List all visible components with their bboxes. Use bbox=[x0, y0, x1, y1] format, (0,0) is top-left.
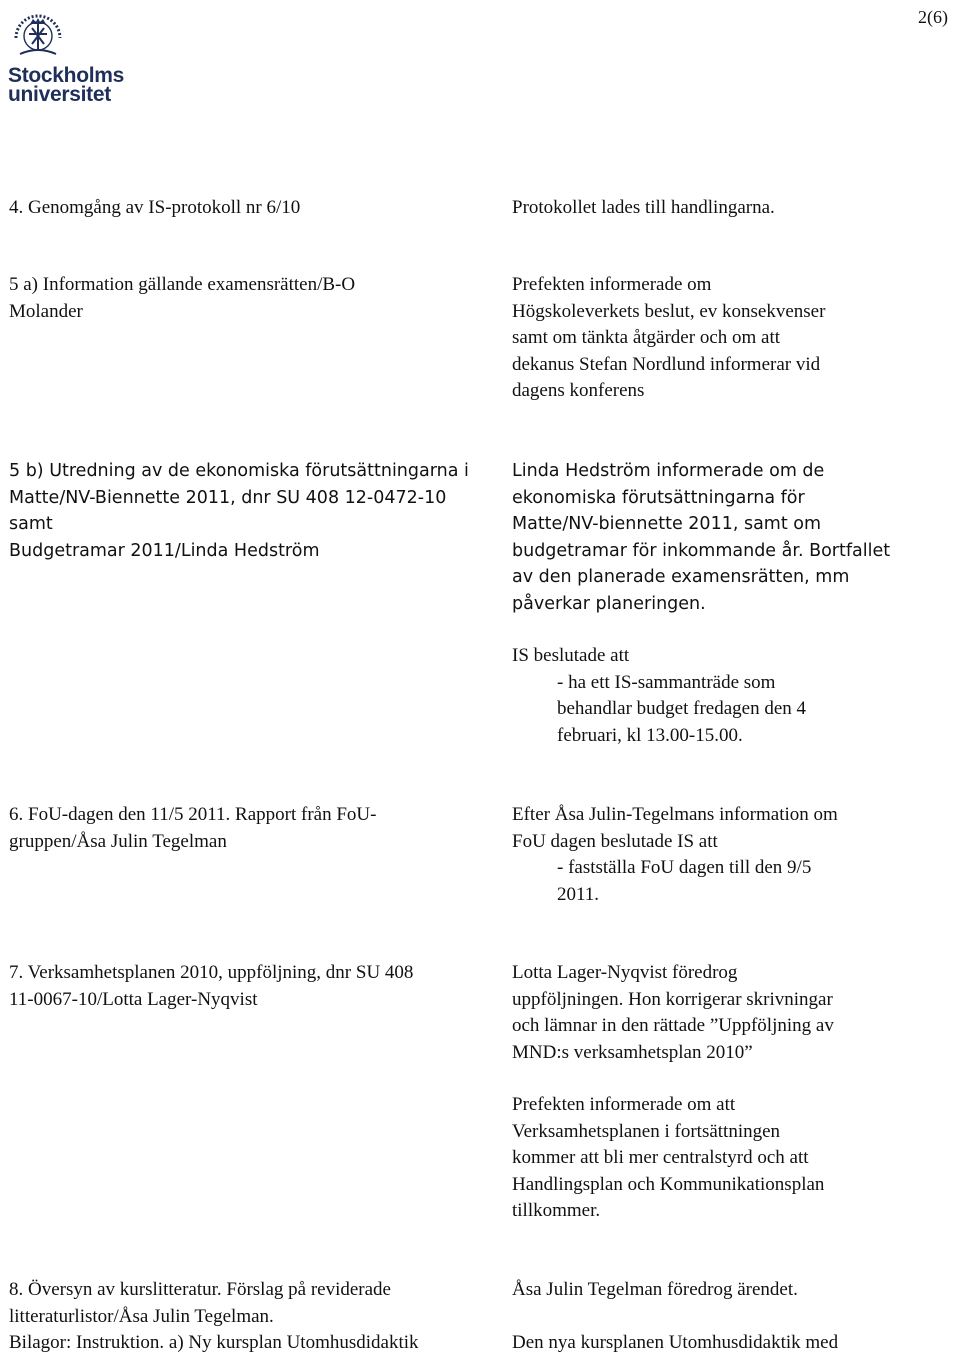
text-line: Bilagor: Instruktion. a) Ny kursplan Utomhusdidaktik bbox=[9, 1332, 419, 1353]
agenda-item-7-title bbox=[9, 960, 499, 1013]
text-line: Protokollet lades till handlingarna. bbox=[512, 197, 775, 218]
agenda-item-8-title bbox=[9, 1277, 499, 1357]
logo-text-line2: universitet bbox=[8, 83, 111, 106]
text-line: 6. FoU-dagen den 11/5 2011. Rapport från FoU- bbox=[9, 804, 377, 825]
text-line: tillkommer. bbox=[512, 1200, 601, 1221]
text-line: dekanus Stefan Nordlund informerar vid bbox=[512, 353, 821, 375]
text-line: Högskoleverkets beslut, ev konsekvenser bbox=[512, 300, 826, 322]
university-logo bbox=[6, 4, 128, 106]
text-line: Prefekten informerade om bbox=[512, 274, 712, 295]
text-line: Budgetramar 2011/Linda Hedström bbox=[9, 540, 320, 561]
agenda-item-4-title bbox=[9, 195, 499, 222]
agenda-item-5b-notes bbox=[512, 458, 952, 617]
text-line: 5 b) Utredning av de ekonomiska förutsättningarna i bbox=[9, 461, 469, 481]
text-line: 7. Verksamhetsplanen 2010, uppföljning, dnr SU 408 bbox=[9, 962, 414, 983]
text-line: ekonomiska förutsättningarna för bbox=[512, 487, 805, 508]
text-line: Handlingsplan och Kommunikationsplan bbox=[512, 1173, 825, 1195]
text-line: budgetramar för inkommande år. Bortfallet bbox=[512, 540, 891, 561]
text-line: behandlar budget fredagen den 4 bbox=[557, 698, 807, 719]
text-line: Lotta Lager-Nyqvist föredrog bbox=[512, 962, 738, 983]
text-line: och lämnar in den rättade ”Uppföljning av bbox=[512, 1015, 834, 1036]
text-line: Åsa Julin Tegelman föredrog ärendet. bbox=[512, 1279, 798, 1300]
agenda-item-4-decision bbox=[512, 195, 952, 222]
agenda-item-5a-notes bbox=[512, 272, 952, 405]
text-line: 8. Översyn av kurslitteratur. Förslag på reviderade bbox=[9, 1279, 391, 1300]
text-line: påverkar planeringen. bbox=[512, 593, 706, 614]
text-line: FoU dagen beslutade IS att bbox=[512, 830, 718, 852]
agenda-item-8-notes bbox=[512, 1277, 952, 1357]
text-line: Verksamhetsplanen i fortsättningen bbox=[512, 1120, 781, 1142]
agenda-item-6-notes bbox=[512, 802, 952, 908]
text-line: 4. Genomgång av IS-protokoll nr 6/10 bbox=[9, 197, 301, 218]
text-line: gruppen/Åsa Julin Tegelman bbox=[9, 830, 227, 852]
text-line: Matte/NV-Biennette 2011, dnr SU 408 12-0472-10 bbox=[9, 487, 447, 508]
text-line: - ha ett IS-sammanträde som bbox=[557, 671, 776, 693]
text-line: 11-0067-10/Lotta Lager-Nyqvist bbox=[9, 988, 258, 1010]
page-number: 2(6) bbox=[918, 7, 948, 27]
decision-intro: IS beslutade att bbox=[512, 645, 630, 666]
agenda-item-6-title bbox=[9, 802, 499, 855]
text-line: Prefekten informerade om att bbox=[512, 1094, 736, 1115]
agenda-item-5b-decision bbox=[512, 643, 952, 749]
text-line: 2011. bbox=[557, 883, 600, 905]
agenda-item-5a-title bbox=[9, 272, 499, 325]
text-line: MND:s verksamhetsplan 2010” bbox=[512, 1041, 753, 1063]
text-line: Den nya kursplanen Utomhusdidaktik med bbox=[512, 1332, 839, 1353]
logo-text-line1: Stockholms bbox=[8, 64, 125, 87]
text-line: av den planerade examensrätten, mm bbox=[512, 567, 850, 587]
text-line: Linda Hedström informerade om de bbox=[512, 461, 825, 481]
text-line: uppföljningen. Hon korrigerar skrivningar bbox=[512, 988, 833, 1010]
text-line: kommer att bli mer centralstyrd och att bbox=[512, 1147, 809, 1168]
text-line: samt bbox=[9, 514, 53, 534]
text-line: 5 a) Information gällande examensrätten/B-O bbox=[9, 274, 356, 295]
text-line: litteraturlistor/Åsa Julin Tegelman. bbox=[9, 1305, 274, 1327]
text-line: samt om tänkta åtgärder och om att bbox=[512, 327, 781, 348]
text-line: - fastställa FoU dagen till den 9/5 bbox=[557, 857, 812, 878]
text-line: Matte/NV-biennette 2011, samt om bbox=[512, 514, 822, 534]
agenda-item-5b-title bbox=[9, 458, 499, 564]
text-line: Molander bbox=[9, 300, 83, 322]
university-seal-icon bbox=[8, 4, 68, 64]
text-line: Efter Åsa Julin-Tegelmans information om bbox=[512, 804, 838, 825]
agenda-item-7-notes-2 bbox=[512, 1092, 952, 1225]
text-line: dagens konferens bbox=[512, 380, 645, 401]
agenda-item-7-notes bbox=[512, 960, 952, 1066]
text-line: februari, kl 13.00-15.00. bbox=[557, 724, 743, 746]
